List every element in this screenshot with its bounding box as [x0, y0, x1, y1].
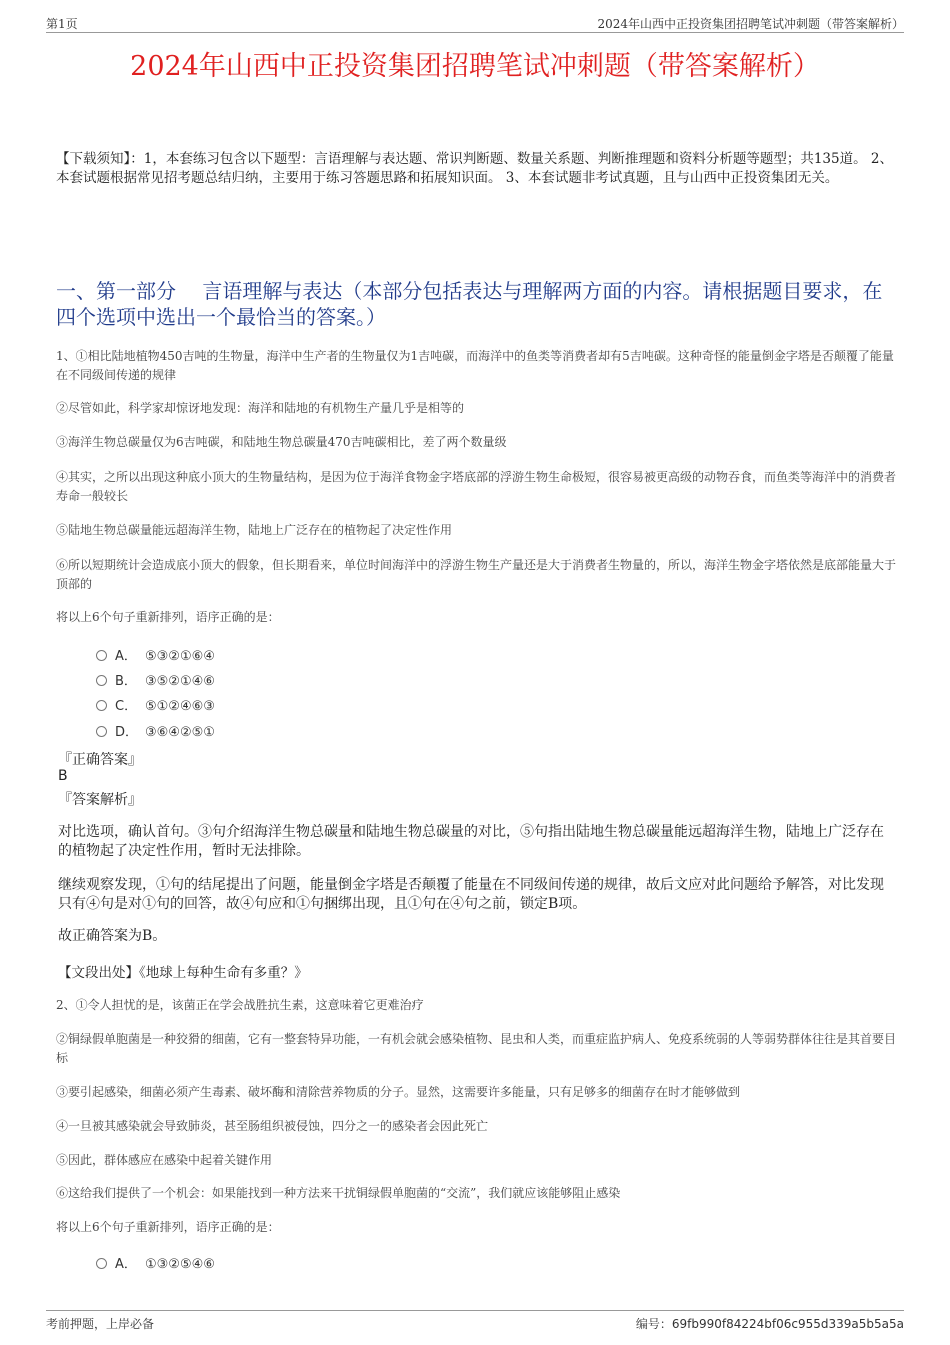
q1-sentence-4: ④其实，之所以出现这种底小顶大的生物量结构，是因为位于海洋食物金字塔底部的浮游生物生命极短，很容易被更高级的动物吞食，而鱼类等海洋中的消费者寿命一般较长 [56, 470, 897, 503]
analysis-paragraph-2: 继续观察发现，①句的结尾提出了问题，能量倒金字塔是否颠覆了能量在不同级间传递的规律，故后文应对此问题给予解答，对比发现只有④句是对①句的回答，故④句应和①句捆绑出现，且①句在④句之前，锁定B项。 [58, 877, 884, 912]
radio-icon[interactable] [96, 675, 107, 686]
page-footer [46, 1310, 904, 1331]
page-header [46, 12, 904, 33]
q1-option-b[interactable]: B． ③⑤②①④⑥ [96, 670, 215, 690]
q2-sentence-5: ⑤因此，群体感应在感染中起着关键作用 [56, 1153, 273, 1167]
analysis-paragraph-1: 对比选项，确认首句。③句介绍海洋生物总碳量和陆地生物总碳量的对比，⑤句指出陆地生物总碳量能远超海洋生物，陆地上广泛存在的植物起了决定性作用，暂时无法排除。 [58, 824, 884, 859]
q2-sentence-1: 2、①令人担忧的是，该菌正在学会战胜抗生素，这意味着它更难治疗 [56, 998, 424, 1012]
q2-sentence-6: ⑥这给我们提供了一个机会：如果能找到一种方法来干扰铜绿假单胞菌的“交流”，我们就应该能够阻止感染 [56, 1186, 621, 1200]
q1-sentence-5: ⑤陆地生物总碳量能远超海洋生物，陆地上广泛存在的植物起了决定性作用 [56, 523, 453, 537]
radio-icon[interactable] [96, 1258, 107, 1269]
document-title: 2024年山西中正投资集团招聘笔试冲刺题（带答案解析） [130, 51, 820, 82]
q2-sentence-4: ④一旦被其感染就会导致肺炎，甚至肠组织被侵蚀，四分之一的感染者会因此死亡 [56, 1119, 489, 1133]
q1-sentence-2: ②尽管如此，科学家却惊讶地发现：海洋和陆地的有机物生产量几乎是相等的 [56, 401, 465, 415]
q2-sentence-2: ②铜绿假单胞菌是一种狡猾的细菌，它有一整套特异功能，一有机会就会感染植物、昆虫和人类，而重症监护病人、免疫系统弱的人等弱势群体往往是其首要目标 [56, 1032, 897, 1065]
source-citation: 【文段出处】《地球上每种生命有多重？》 [58, 965, 308, 981]
section-heading: 一、第一部分 言语理解与表达（本部分包括表达与理解两方面的内容。请根据题目要求，在四个选项中选出一个最恰当的答案。） [56, 279, 883, 329]
q1-sentence-1: 1、①相比陆地植物450吉吨的生物量，海洋中生产者的生物量仅为1吉吨碳，而海洋中的鱼类等消费者却有5吉吨碳。这种奇怪的能量倒金字塔是否颠覆了能量在不同级间传递的规律 [56, 349, 894, 382]
header-doc-title: 2024年山西中正投资集团招聘笔试冲刺题（带答案解析） [597, 17, 904, 31]
radio-icon[interactable] [96, 700, 107, 711]
q1-option-c[interactable]: C． ⑤①②④⑥③ [96, 695, 215, 715]
q2-sentence-3: ③要引起感染，细菌必须产生毒素、破坏酶和清除营养物质的分子。显然，这需要许多能量，只有足够多的细菌存在时才能够做到 [56, 1085, 741, 1099]
radio-icon[interactable] [96, 726, 107, 737]
page-number: 第1页 [46, 17, 78, 31]
footer-code: 编号：69fb990f84224bf06c955d339a5b5a5a [635, 1317, 904, 1331]
download-notice: 【下载须知】：1，本套练习包含以下题型：言语理解与表达题、常识判断题、数量关系题、判断推理题和资料分析题等题型；共135道。 2、本套试题根据常见招考题总结归纳，主要用于练习答题思路和拓展知识面。 3、本套试题非考试真题，且与山西中正投资集团无关。 [56, 151, 893, 186]
analysis-label: 『答案解析』 [58, 792, 142, 808]
answer-value: B [58, 768, 68, 784]
analysis-paragraph-3: 故正确答案为B。 [58, 928, 167, 944]
q1-option-d[interactable]: D． ③⑥④②⑤① [96, 721, 215, 741]
q1-option-a[interactable]: A． ⑤③②①⑥④ [96, 645, 215, 665]
radio-icon[interactable] [96, 650, 107, 661]
q2-prompt: 将以上6个句子重新排列，语序正确的是： [56, 1220, 280, 1234]
q2-option-a[interactable]: A． ①③②⑤④⑥ [96, 1253, 215, 1273]
footer-slogan: 考前押题，上岸必备 [46, 1317, 155, 1331]
q1-prompt: 将以上6个句子重新排列，语序正确的是： [56, 610, 280, 624]
answer-label: 『正确答案』 [58, 752, 142, 768]
q1-sentence-3: ③海洋生物总碳量仅为6吉吨碳，和陆地生物总碳量470吉吨碳相比，差了两个数量级 [56, 435, 507, 449]
q1-sentence-6: ⑥所以短期统计会造成底小顶大的假象，但长期看来，单位时间海洋中的浮游生物生产量还是大于消费者生物量的，所以，海洋生物金字塔依然是底部能量大于顶部的 [56, 558, 897, 591]
